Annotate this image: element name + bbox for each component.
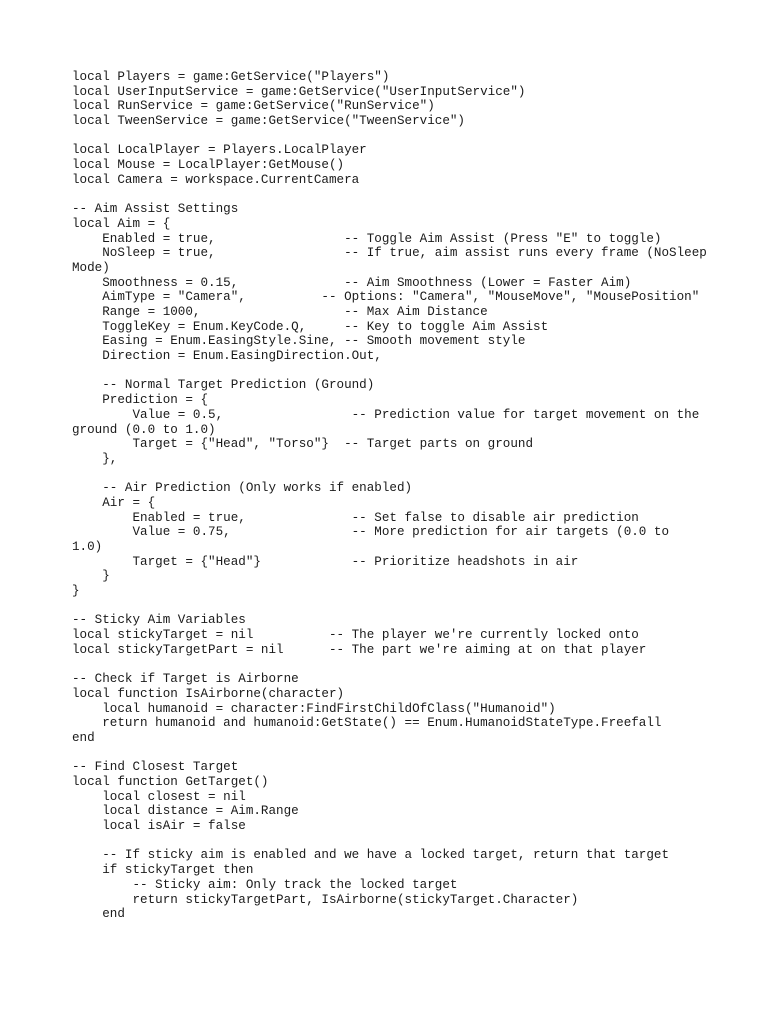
code-line: Direction = Enum.EasingDirection.Out,	[72, 349, 382, 364]
code-line: local Mouse = LocalPlayer:GetMouse()	[72, 158, 345, 173]
blank-line	[72, 188, 712, 203]
blank-line	[72, 364, 712, 379]
code-line: return stickyTargetPart, IsAirborne(stickyTarget.Character)	[72, 892, 579, 907]
code-line: 1.0)	[72, 540, 103, 554]
blank-line	[72, 658, 712, 673]
code-line: end	[72, 730, 95, 745]
code-line: Smoothness = 0.15, -- Aim Smoothness (Lower = Faster Aim)	[72, 275, 632, 290]
code-line: local function GetTarget()	[72, 775, 269, 789]
code-line: -- If sticky aim is enabled and we have a locked target, return that target	[72, 848, 670, 863]
code-line: -- Find Closest Target	[72, 760, 239, 775]
code-line: ToggleKey = Enum.KeyCode.Q, -- Key to toggle Aim Assist	[72, 319, 549, 334]
code-line: local distance = Aim.Range	[72, 804, 299, 819]
code-line: local stickyTarget = nil -- The player we're currently locked onto	[72, 628, 639, 643]
blank-line	[72, 467, 712, 482]
code-line: -- Sticky aim: Only track the locked target	[72, 877, 458, 892]
code-line: Prediction = {	[72, 393, 209, 408]
code-line: -- Sticky Aim Variables	[72, 613, 246, 628]
code-block	[72, 70, 712, 922]
code-line: local humanoid = character:FindFirstChildOfClass("Humanoid")	[72, 701, 556, 716]
code-line: },	[72, 451, 118, 466]
code-line: local closest = nil	[72, 789, 246, 804]
code-line: }	[72, 584, 80, 599]
code-line: -- Normal Target Prediction (Ground)	[72, 378, 375, 393]
code-line: local UserInputService = game:GetService("UserInputService")	[72, 84, 526, 99]
code-line: return humanoid and humanoid:GetState() == Enum.HumanoidStateType.Freefall	[72, 716, 662, 731]
code-line: }	[72, 569, 110, 584]
code-line: -- Air Prediction (Only works if enabled)	[72, 481, 413, 496]
blank-line	[72, 599, 712, 614]
code-line: -- Check if Target is Airborne	[72, 672, 299, 687]
code-line: -- Aim Assist Settings	[72, 202, 239, 217]
code-line: Enabled = true, -- Toggle Aim Assist (Press "E" to toggle)	[72, 231, 662, 246]
code-line: local function IsAirborne(character)	[72, 686, 345, 701]
code-line: if stickyTarget then	[72, 863, 254, 878]
code-line: AimType = "Camera", -- Options: "Camera", "MouseMove", "MousePosition"	[72, 290, 700, 305]
blank-line	[72, 746, 712, 761]
code-line: local RunService = game:GetService("RunService")	[72, 99, 435, 114]
code-line: local Players = game:GetService("Players")	[72, 70, 390, 84]
blank-line	[72, 834, 712, 849]
code-line: local Camera = workspace.CurrentCamera	[72, 172, 360, 187]
code-line: local isAir = false	[72, 819, 246, 834]
code-line: Target = {"Head", "Torso"} -- Target parts on ground	[72, 437, 534, 452]
code-line: ground (0.0 to 1.0)	[72, 422, 216, 437]
code-line: local stickyTargetPart = nil -- The part we're aiming at on that player	[72, 642, 647, 657]
code-line: NoSleep = true, -- If true, aim assist runs every frame (NoSleep	[72, 246, 707, 261]
code-line: Enabled = true, -- Set false to disable air prediction	[72, 510, 639, 525]
code-line: Range = 1000, -- Max Aim Distance	[72, 305, 488, 319]
code-line: local LocalPlayer = Players.LocalPlayer	[72, 143, 367, 158]
code-line: local TweenService = game:GetService("TweenService")	[72, 114, 465, 129]
code-line: Target = {"Head"} -- Prioritize headshots in air	[72, 554, 579, 569]
code-line: end	[72, 907, 125, 922]
code-line: Easing = Enum.EasingStyle.Sine, -- Smooth movement style	[72, 334, 526, 349]
code-line: Value = 0.75, -- More prediction for air targets (0.0 to	[72, 525, 670, 540]
blank-line	[72, 129, 712, 144]
code-line: local Aim = {	[72, 216, 171, 231]
code-line: Mode)	[72, 260, 110, 275]
code-line: Air = {	[72, 495, 156, 510]
code-line: Value = 0.5, -- Prediction value for target movement on the	[72, 407, 700, 422]
